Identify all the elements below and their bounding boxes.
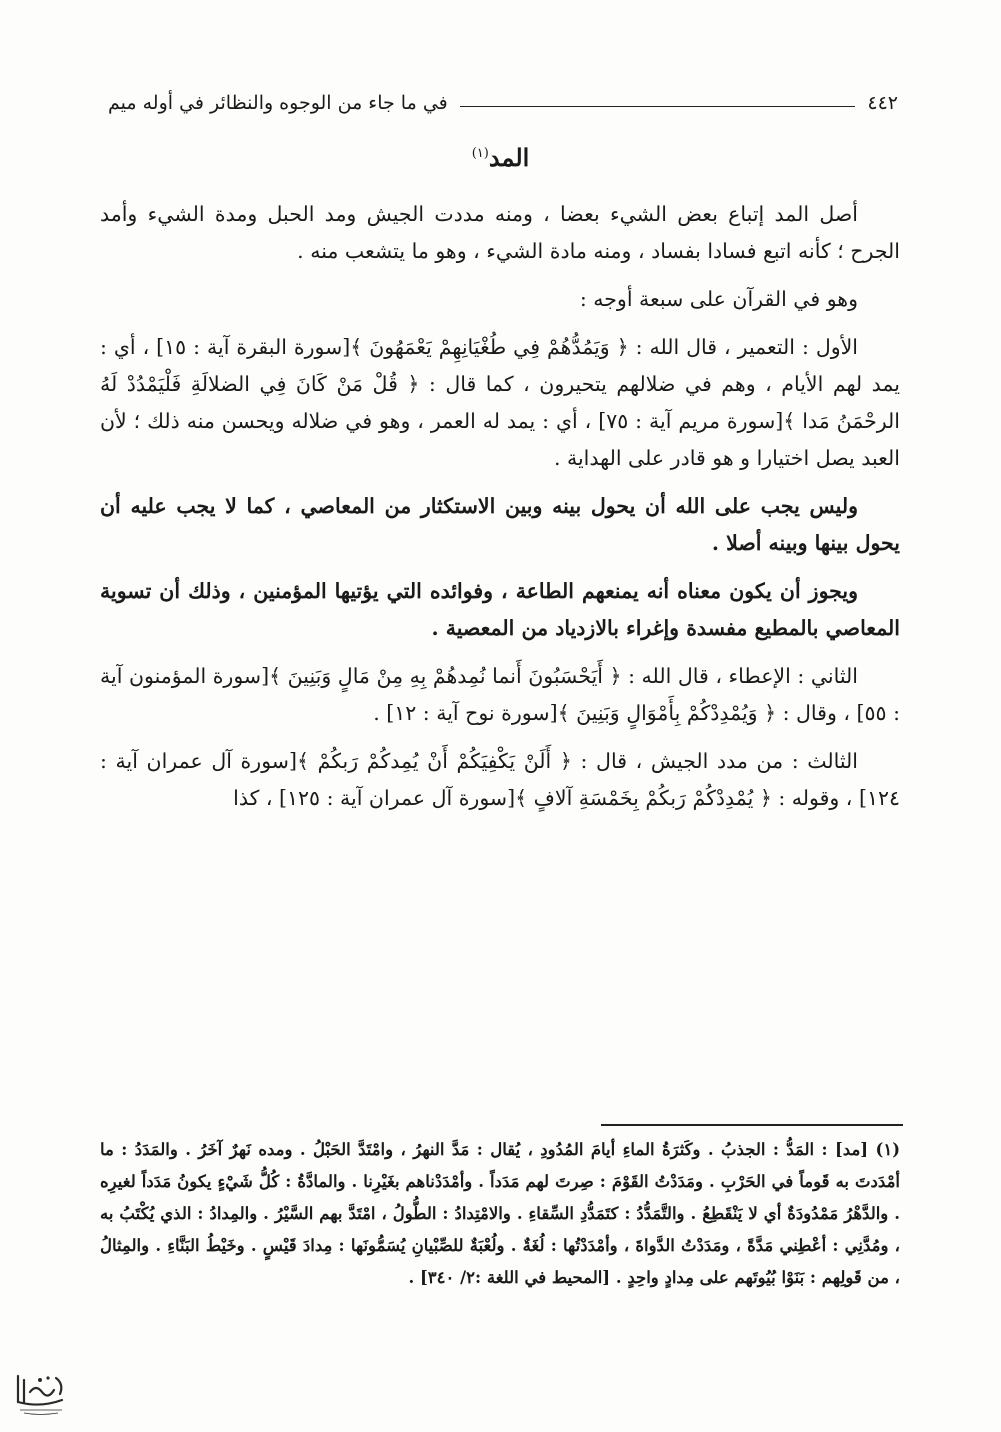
page-number: ٤٤٢	[867, 92, 898, 114]
section-title-text: المد	[488, 143, 530, 172]
library-stamp-logo	[10, 1358, 72, 1420]
paragraph: وهو في القرآن على سبعة أوجه :	[579, 287, 858, 311]
body-text	[100, 196, 900, 828]
header-rule	[460, 106, 856, 107]
running-title: في ما جاء من الوجوه والنظائر في أوله ميم	[108, 92, 448, 114]
footnote-marker: (١)	[471, 146, 489, 161]
paragraph: أصل المد إتباع بعض الشيء بعضا ، ومنه مددت الجيش ومد الحبل ومدة الشيء وأمد الجرح ؛ كأنه اتبع فسادا بفساد ، ومنه مادة الشيء ، وهو ما يتشعب منه .	[100, 202, 900, 263]
footnote-separator	[601, 1124, 903, 1126]
section-title	[0, 143, 1001, 172]
paragraph: الأول : التعمير ، قال الله : ﴿ وَيَمُدُّهُمْ فِي طُغْيَانِهِمْ يَعْمَهُونَ ﴾[سورة البقرة آية : ١٥] ، أي : يمد لهم الأيام ، وهم في ضلالهم يتحيرون ، كما قال : ﴿ قُلْ مَنْ كَانَ فِي الضلالَةِ فَلْيَمْدُدْ لَهُ الرحْمَنُ مَدا ﴾[سورة مريم آية : ٧٥] ، أي : يمد له العمر ، وهو في ضلاله ويحسن منه ذلك ؛ لأن العبد يصل اختيارا و هو قادر على الهداية .	[100, 335, 900, 470]
paragraph: الثاني : الإعطاء ، قال الله : ﴿ أَيَحْسَبُونَ أَنما نُمِدهُمْ بِهِ مِنْ مَالٍ وَبَنِينَ ﴾[سورة المؤمنون آية : ٥٥] ، وقال : ﴿ وَيُمْدِدْكُمْ بِأَمْوَالٍ وَبَنِينَ ﴾[سورة نوح آية : ١٢] .	[100, 664, 900, 725]
running-header	[108, 88, 898, 118]
footnote-text: (١) [مد] : المَدُّ : الجذبُ . وكَثرَةُ الماءِ أيامَ المُدُودِ ، يُقال : مَدَّ النهرُ ، وامْتَدَّ الحَبْلُ . ومده نَهرٌ آخَرُ . والمَدَدُ : ما أمْدَدتَ به قَوماً في الحَرْبِ . ومَدَدْتُ القَوْمَ : صِرتَ لهم مَدَداً . وأمْدَدْناهم بغَيْرِنا . والمادَّةُ : كُلُّ شَيْءٍ يكونُ مَدَداً لغيرِه . والدَّهْرُ مَمْدُودَةٌ أي لا يَنْقَطِعُ . والتَّمَدُّدُ : كتَمَدُّدِ السِّقاءِ . والامْتِدادُ : الطُّولُ ، امْتَدَّ بهم السَّيْرُ . والمِدادُ : الذي يُكْتَبُ به ، ومُدَّنِي : أعْطِني مَدَّةً ، ومَدَدْتُ الدَّواةَ ، وأمْدَدْتُها : لُغَةٌ . ولُعْبَةٌ للصِّبْيانِ يُسَمُّونَها : مِدادَ قَيْسٍ . وخَيْطُ البَنَّاءِ . والمِثالُ ، من قَولِهم : بَنَوْا بُيُوتَهم على مِدادٍ واحِدٍ . [المحيط في اللغة :٢/ ٣٤٠] .	[100, 1140, 900, 1287]
footnote	[100, 1134, 900, 1294]
paragraph: وليس يجب على الله أن يحول بينه وبين الاستكثار من المعاصي ، كما لا يجب عليه أن يحول بينها وبينه أصلا .	[100, 494, 900, 555]
paragraph: الثالث : من مدد الجيش ، قال : ﴿ أَلَنْ يَكْفِيَكُمْ أَنْ يُمِدكُمْ رَبكُمْ ﴾[سورة آل عمران آية : ١٢٤] ، وقوله : ﴿ يُمْدِدْكُمْ رَبكُمْ بِخَمْسَةِ آلافٍ ﴾[سورة آل عمران آية : ١٢٥] ، كذا	[100, 749, 900, 810]
paragraph: ويجوز أن يكون معناه أنه يمنعهم الطاعة ، وفوائده التي يؤتيها المؤمنين ، وذلك أن تسوية المعاصي بالمطيع مفسدة وإغراء بالازدياد من المعصية .	[100, 579, 900, 640]
